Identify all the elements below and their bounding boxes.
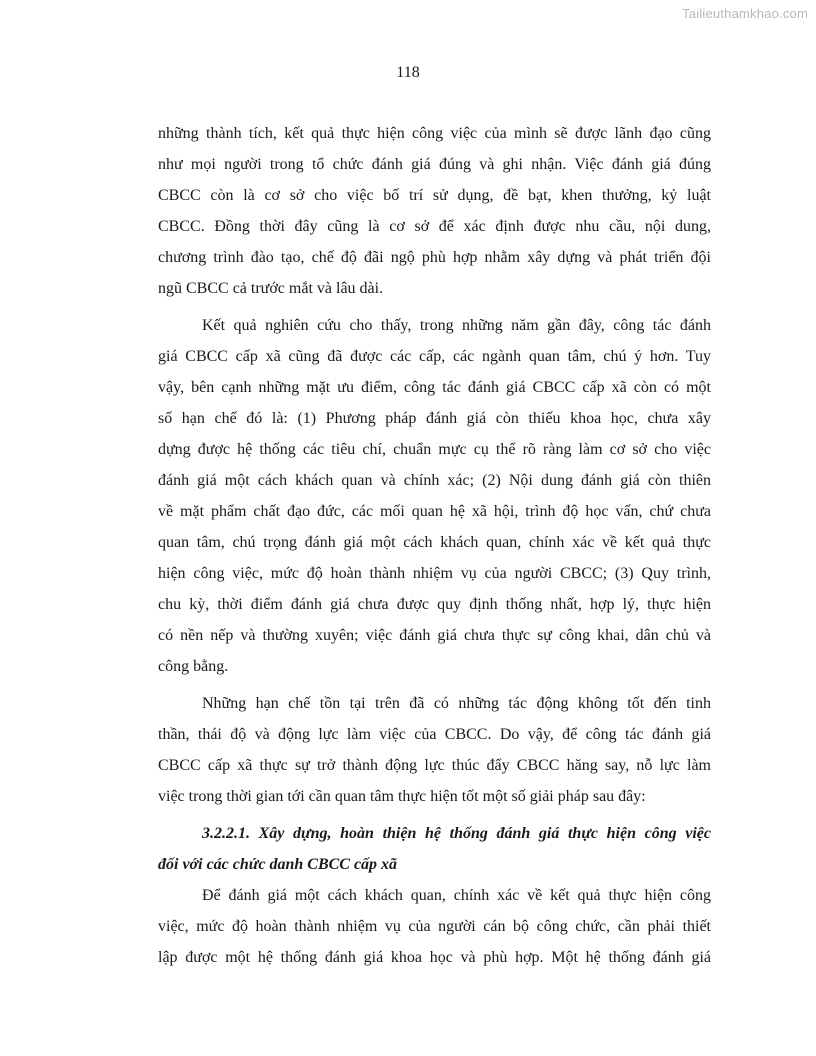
watermark: Tailieuthamkhao.com [682,6,808,21]
text-line: việc trong thời gian tới cần quan tâm thực hiện tốt một số giải pháp sau đây: [158,788,646,805]
text-line: có nền nếp và thường xuyên; việc đánh giá chưa thực sự công khai, dân chủ và [158,627,711,644]
paragraph-4 [158,880,711,973]
text-line: CBCC cấp xã thực sự trở thành động lực thúc đẩy CBCC hăng say, nỗ lực làm [158,757,711,774]
text-line: Để đánh giá một cách khách quan, chính xác về kết quả thực hiện công [202,887,711,904]
heading-line: 3.2.2.1. Xây dựng, hoàn thiện hệ thống đánh giá thực hiện công việc [202,825,711,842]
text-line: CBCC còn là cơ sở cho việc bố trí sử dụng, đề bạt, khen thưởng, kỷ luật [158,187,711,204]
text-line: công bằng. [158,658,229,675]
text-line: giá CBCC cấp xã cũng đã được các cấp, các ngành quan tâm, chú ý hơn. Tuy [158,348,711,365]
text-line: quan tâm, chú trọng đánh giá một cách khách quan, chính xác về kết quả thực [158,534,711,551]
text-line: hiện công việc, mức độ hoàn thành nhiệm vụ của người CBCC; (3) Quy trình, [158,565,711,582]
text-line: những thành tích, kết quả thực hiện công việc của mình sẽ được lãnh đạo cũng [158,125,711,142]
text-line: Những hạn chế tồn tại trên đã có những tác động không tốt đến tinh [202,695,711,712]
page-number: 118 [396,64,420,81]
document-body [158,118,711,973]
text-line: vậy, bên cạnh những mặt ưu điểm, công tác đánh giá CBCC cấp xã còn có một [158,379,711,396]
text-line: lập được một hệ thống đánh giá khoa học và phù hợp. Một hệ thống đánh giá [158,949,711,966]
text-line: về mặt phẩm chất đạo đức, các mối quan hệ xã hội, trình độ học vấn, chứ chưa [158,503,711,520]
text-line: chu kỳ, thời điểm đánh giá chưa được quy định thống nhất, hợp lý, thực hiện [158,596,711,613]
heading-line: đối với các chức danh CBCC cấp xã [158,856,398,873]
paragraph-2 [158,310,711,682]
text-line: ngũ CBCC cả trước mắt và lâu dài. [158,280,384,297]
text-line: đánh giá một cách khách quan và chính xác; (2) Nội dung đánh giá còn thiên [158,472,711,489]
paragraph-3 [158,688,711,812]
text-line: như mọi người trong tổ chức đánh giá đúng và ghi nhận. Việc đánh giá đúng [158,156,711,173]
text-line: thần, thái độ và động lực làm việc của CBCC. Do vậy, để công tác đánh giá [158,726,711,743]
text-line: chương trình đào tạo, chế độ đãi ngộ phù hợp nhằm xây dựng và phát triển đội [158,249,711,266]
text-line: dựng được hệ thống các tiêu chí, chuẩn mực cụ thể rõ ràng làm cơ sở cho việc [158,441,711,458]
section-heading [158,818,711,880]
text-line: số hạn chế đó là: (1) Phương pháp đánh giá còn thiếu khoa học, chưa xây [158,410,711,427]
text-line: Kết quả nghiên cứu cho thấy, trong những năm gần đây, công tác đánh [202,317,711,334]
paragraph-1 [158,118,711,304]
text-line: việc, mức độ hoàn thành nhiệm vụ của người cán bộ công chức, cần phải thiết [158,918,711,935]
text-line: CBCC. Đồng thời đây cũng là cơ sở để xác định được nhu cầu, nội dung, [158,218,711,235]
